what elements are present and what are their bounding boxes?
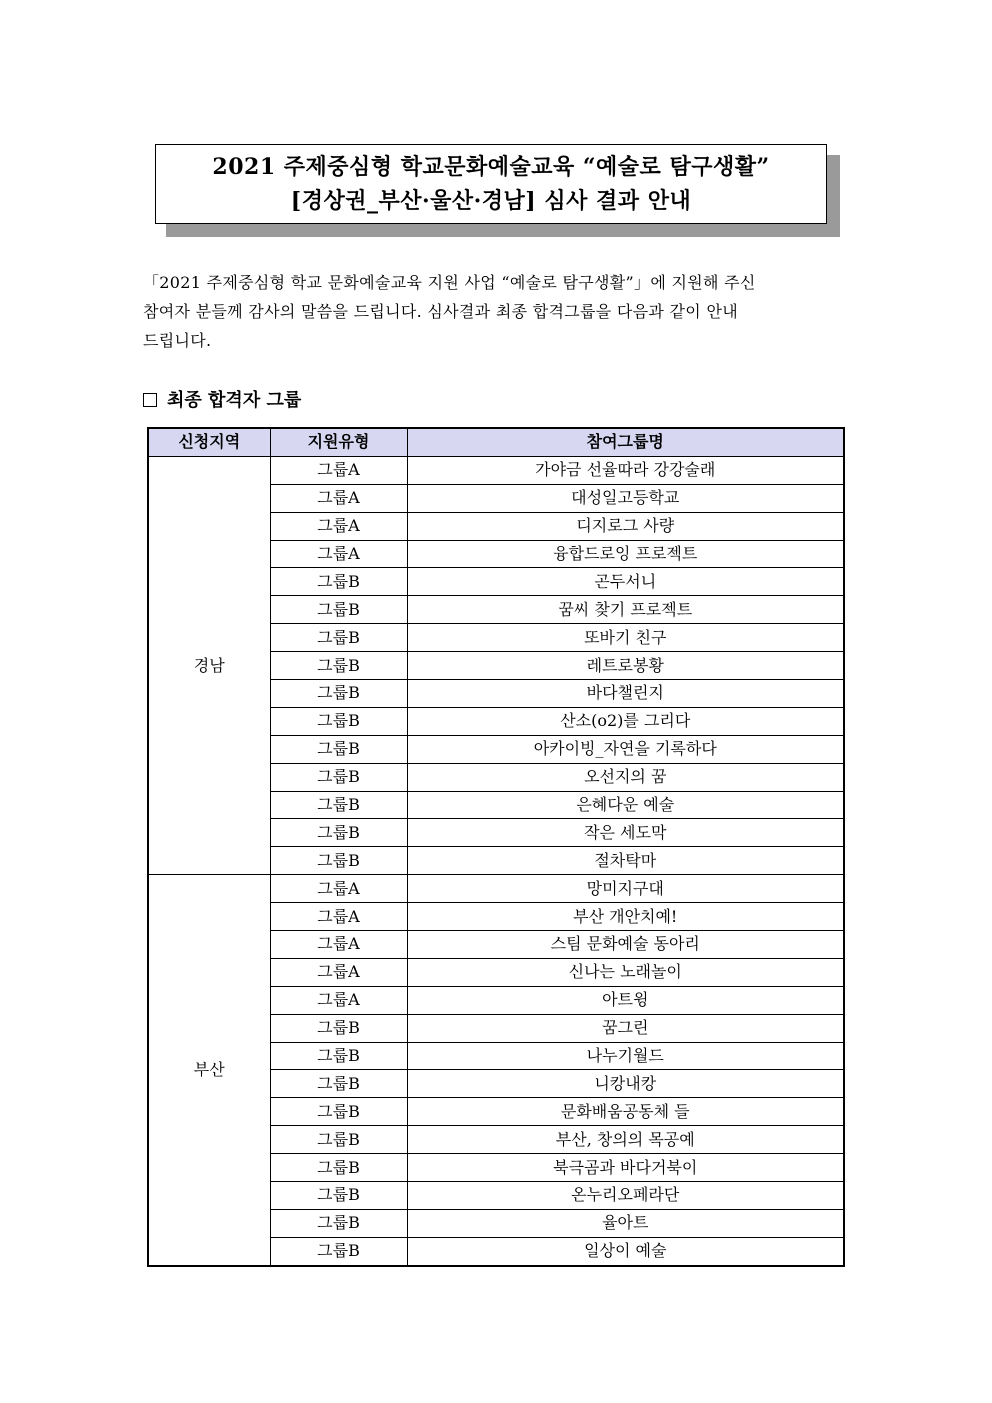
type-cell: 그룹B <box>270 1014 407 1042</box>
checkbox-square-icon <box>143 393 157 407</box>
group-name-cell: 산소(o2)를 그리다 <box>407 707 844 735</box>
table-row <box>148 456 844 484</box>
group-name-cell: 일상이 예술 <box>407 1237 844 1265</box>
intro-line: 참여자 분들께 감사의 말씀을 드립니다. 심사결과 최종 합격그룹을 다음과 같이 안내 <box>143 302 738 321</box>
table-row <box>148 875 844 903</box>
type-cell: 그룹B <box>270 1126 407 1154</box>
group-name-cell: 나누기월드 <box>407 1042 844 1070</box>
type-cell: 그룹B <box>270 735 407 763</box>
type-cell: 그룹B <box>270 763 407 791</box>
intro-paragraph <box>143 268 851 355</box>
type-cell: 그룹B <box>270 596 407 624</box>
group-name-cell: 디지로그 사량 <box>407 512 844 540</box>
type-cell: 그룹B <box>270 1209 407 1237</box>
header-type: 지원유형 <box>270 428 407 456</box>
type-cell: 그룹B <box>270 680 407 708</box>
document-title-line2: [경상권_부산·울산·경남] 심사 결과 안내 <box>290 188 692 214</box>
type-cell: 그룹B <box>270 568 407 596</box>
intro-line: 「2021 주제중심형 학교 문화예술교육 지원 사업 “예술로 탐구생활”」에 지원해 주신 <box>143 273 756 292</box>
group-name-cell: 스팀 문화예술 동아리 <box>407 931 844 959</box>
group-name-cell: 꿈씨 찾기 프로젝트 <box>407 596 844 624</box>
group-name-cell: 율아트 <box>407 1209 844 1237</box>
type-cell: 그룹B <box>270 624 407 652</box>
table-body <box>148 456 844 1265</box>
group-name-cell: 레트로봉황 <box>407 652 844 680</box>
intro-line: 드립니다. <box>143 331 212 350</box>
group-name-cell: 망미지구대 <box>407 875 844 903</box>
type-cell: 그룹B <box>270 1042 407 1070</box>
region-cell: 경남 <box>148 456 270 874</box>
table-header-row <box>148 428 844 456</box>
type-cell: 그룹A <box>270 903 407 931</box>
type-cell: 그룹B <box>270 652 407 680</box>
group-name-cell: 꿈그린 <box>407 1014 844 1042</box>
type-cell: 그룹B <box>270 1237 407 1265</box>
group-name-cell: 온누리오페라단 <box>407 1182 844 1210</box>
type-cell: 그룹A <box>270 540 407 568</box>
group-name-cell: 대성일고등학교 <box>407 484 844 512</box>
type-cell: 그룹A <box>270 484 407 512</box>
type-cell: 그룹B <box>270 791 407 819</box>
group-name-cell: 신나는 노래놀이 <box>407 958 844 986</box>
section-heading <box>143 388 301 414</box>
type-cell: 그룹B <box>270 847 407 875</box>
group-name-cell: 문화배움공동체 들 <box>407 1098 844 1126</box>
results-table <box>147 427 845 1267</box>
type-cell: 그룹A <box>270 512 407 540</box>
type-cell: 그룹B <box>270 1098 407 1126</box>
type-cell: 그룹A <box>270 958 407 986</box>
group-name-cell: 은혜다운 예술 <box>407 791 844 819</box>
group-name-cell: 곤두서니 <box>407 568 844 596</box>
group-name-cell: 북극곰과 바다거북이 <box>407 1154 844 1182</box>
group-name-cell: 부산 개안치예! <box>407 903 844 931</box>
group-name-cell: 가야금 선율따라 강강술래 <box>407 456 844 484</box>
group-name-cell: 융합드로잉 프로젝트 <box>407 540 844 568</box>
group-name-cell: 아카이빙_자연을 기록하다 <box>407 735 844 763</box>
group-name-cell: 절차탁마 <box>407 847 844 875</box>
header-group-name: 참여그룹명 <box>407 428 844 456</box>
type-cell: 그룹A <box>270 931 407 959</box>
group-name-cell: 작은 세도막 <box>407 819 844 847</box>
header-region: 신청지역 <box>148 428 270 456</box>
group-name-cell: 또바기 친구 <box>407 624 844 652</box>
type-cell: 그룹B <box>270 1182 407 1210</box>
type-cell: 그룹A <box>270 986 407 1014</box>
title-box <box>155 144 827 224</box>
group-name-cell: 바다챌린지 <box>407 680 844 708</box>
type-cell: 그룹A <box>270 875 407 903</box>
group-name-cell: 오선지의 꿈 <box>407 763 844 791</box>
type-cell: 그룹B <box>270 1070 407 1098</box>
document-title-line1: 2021 주제중심형 학교문화예술교육 “예술로 탐구생활” <box>212 154 770 180</box>
type-cell: 그룹B <box>270 819 407 847</box>
group-name-cell: 니캉내캉 <box>407 1070 844 1098</box>
type-cell: 그룹B <box>270 1154 407 1182</box>
group-name-cell: 아트윙 <box>407 986 844 1014</box>
group-name-cell: 부산, 창의의 목공예 <box>407 1126 844 1154</box>
type-cell: 그룹B <box>270 707 407 735</box>
section-heading-text: 최종 합격자 그룹 <box>167 390 302 411</box>
type-cell: 그룹A <box>270 456 407 484</box>
region-cell: 부산 <box>148 875 270 1266</box>
